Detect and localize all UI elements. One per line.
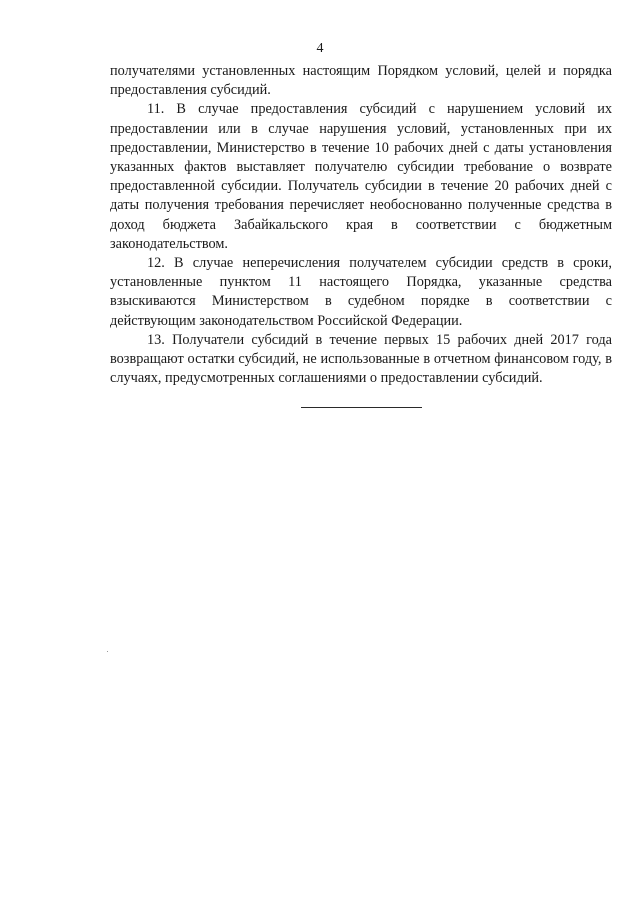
paragraph-13: 13. Получатели субсидий в течение первых 15 рабочих дней 2017 года возвращают остатки субсидий, не использованные в отчетном финансовом году, в случаях, предусмотренных соглашениями о предоставлении субсидий. [110, 331, 612, 387]
document-body [110, 62, 612, 388]
scan-speck [107, 651, 108, 652]
paragraph-11: 11. В случае предоставления субсидий с нарушением условий их предоставлении или в случае нарушения условий, установленных при их предоставлении, Министерство в течение 10 рабочих дней с даты установления указанных фактов выставляет получателю субсидии требование о возврате предоставленной субсидии. Получатель субсидии в течение 20 рабочих дней с даты получения требования перечисляет необоснованно полученные средства в доход бюджета Забайкальского края в соответствии с бюджетным законодательством. [110, 101, 612, 252]
paragraph-continuation: получателями установленных настоящим Порядком условий, целей и порядка предоставления субсидий. [110, 63, 612, 99]
end-divider-line [301, 407, 422, 408]
page-number: 4 [316, 41, 324, 56]
paragraph-12: 12. В случае неперечисления получателем субсидии средств в сроки, установленные пунктом 11 настоящего Порядка, указанные средства взыскиваются Министерством в судебном порядке в соответствии с действующим законодательством Российской Федерации. [110, 255, 612, 329]
